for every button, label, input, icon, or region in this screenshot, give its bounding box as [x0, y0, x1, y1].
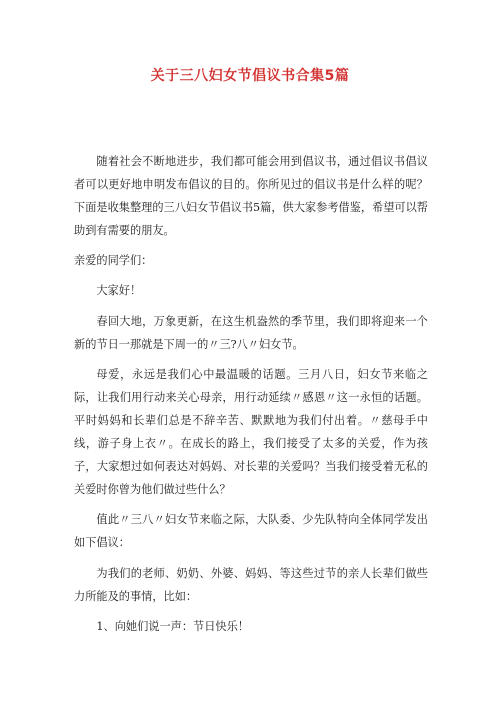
paragraph-proposal: 值此〃三八〃妇女节来临之际，大队委、少先队特向全体同学发出如下倡议：: [74, 513, 428, 550]
paragraph-greeting: 大家好！: [96, 284, 142, 298]
paragraph-actions: 为我们的老师、奶奶、外婆、妈妈、等这些过节的亲人长辈们做些力所能及的事情，比如：: [74, 566, 428, 603]
document-body: [74, 150, 428, 645]
document-title: 关于三八妇女节倡议书合集5篇: [150, 68, 350, 84]
paragraph-spring: 春回大地，万象更新，在这生机盎然的季节里，我们即将迎来一个新的节日一那就是下周一的〃三?八〃妇女节。: [74, 314, 428, 351]
paragraph-item-1: 1、向她们说一声：节日快乐！: [96, 619, 249, 633]
paragraph-intro: 随着社会不断地进步，我们都可能会用到倡议书，通过倡议书倡议者可以更好地申明发布倡议的目的。你所见过的倡议书是什么样的呢？下面是收集整理的三八妇女节倡议书5篇，供大家参考借鉴，希望可以帮助到有需要的朋友。: [74, 155, 428, 238]
paragraph-motherly-love: 母爱，永远是我们心中最温暖的话题。三月八日，妇女节来临之际，让我们用行动来关心母亲，用行动延续〃感恩〃这一永恒的话题。平时妈妈和长辈们总是不辞辛苦、默默地为我们付出着。〃慈母手中线，游子身上衣〃。在成长的路上，我们接受了太多的关爱，作为孩子，大家想过如何表达对妈妈、对长辈的关爱吗？当我们接受着无私的关爱时你曾为他们做过些什么？: [74, 367, 428, 497]
paragraph-salutation: 亲爱的同学们：: [74, 254, 153, 268]
